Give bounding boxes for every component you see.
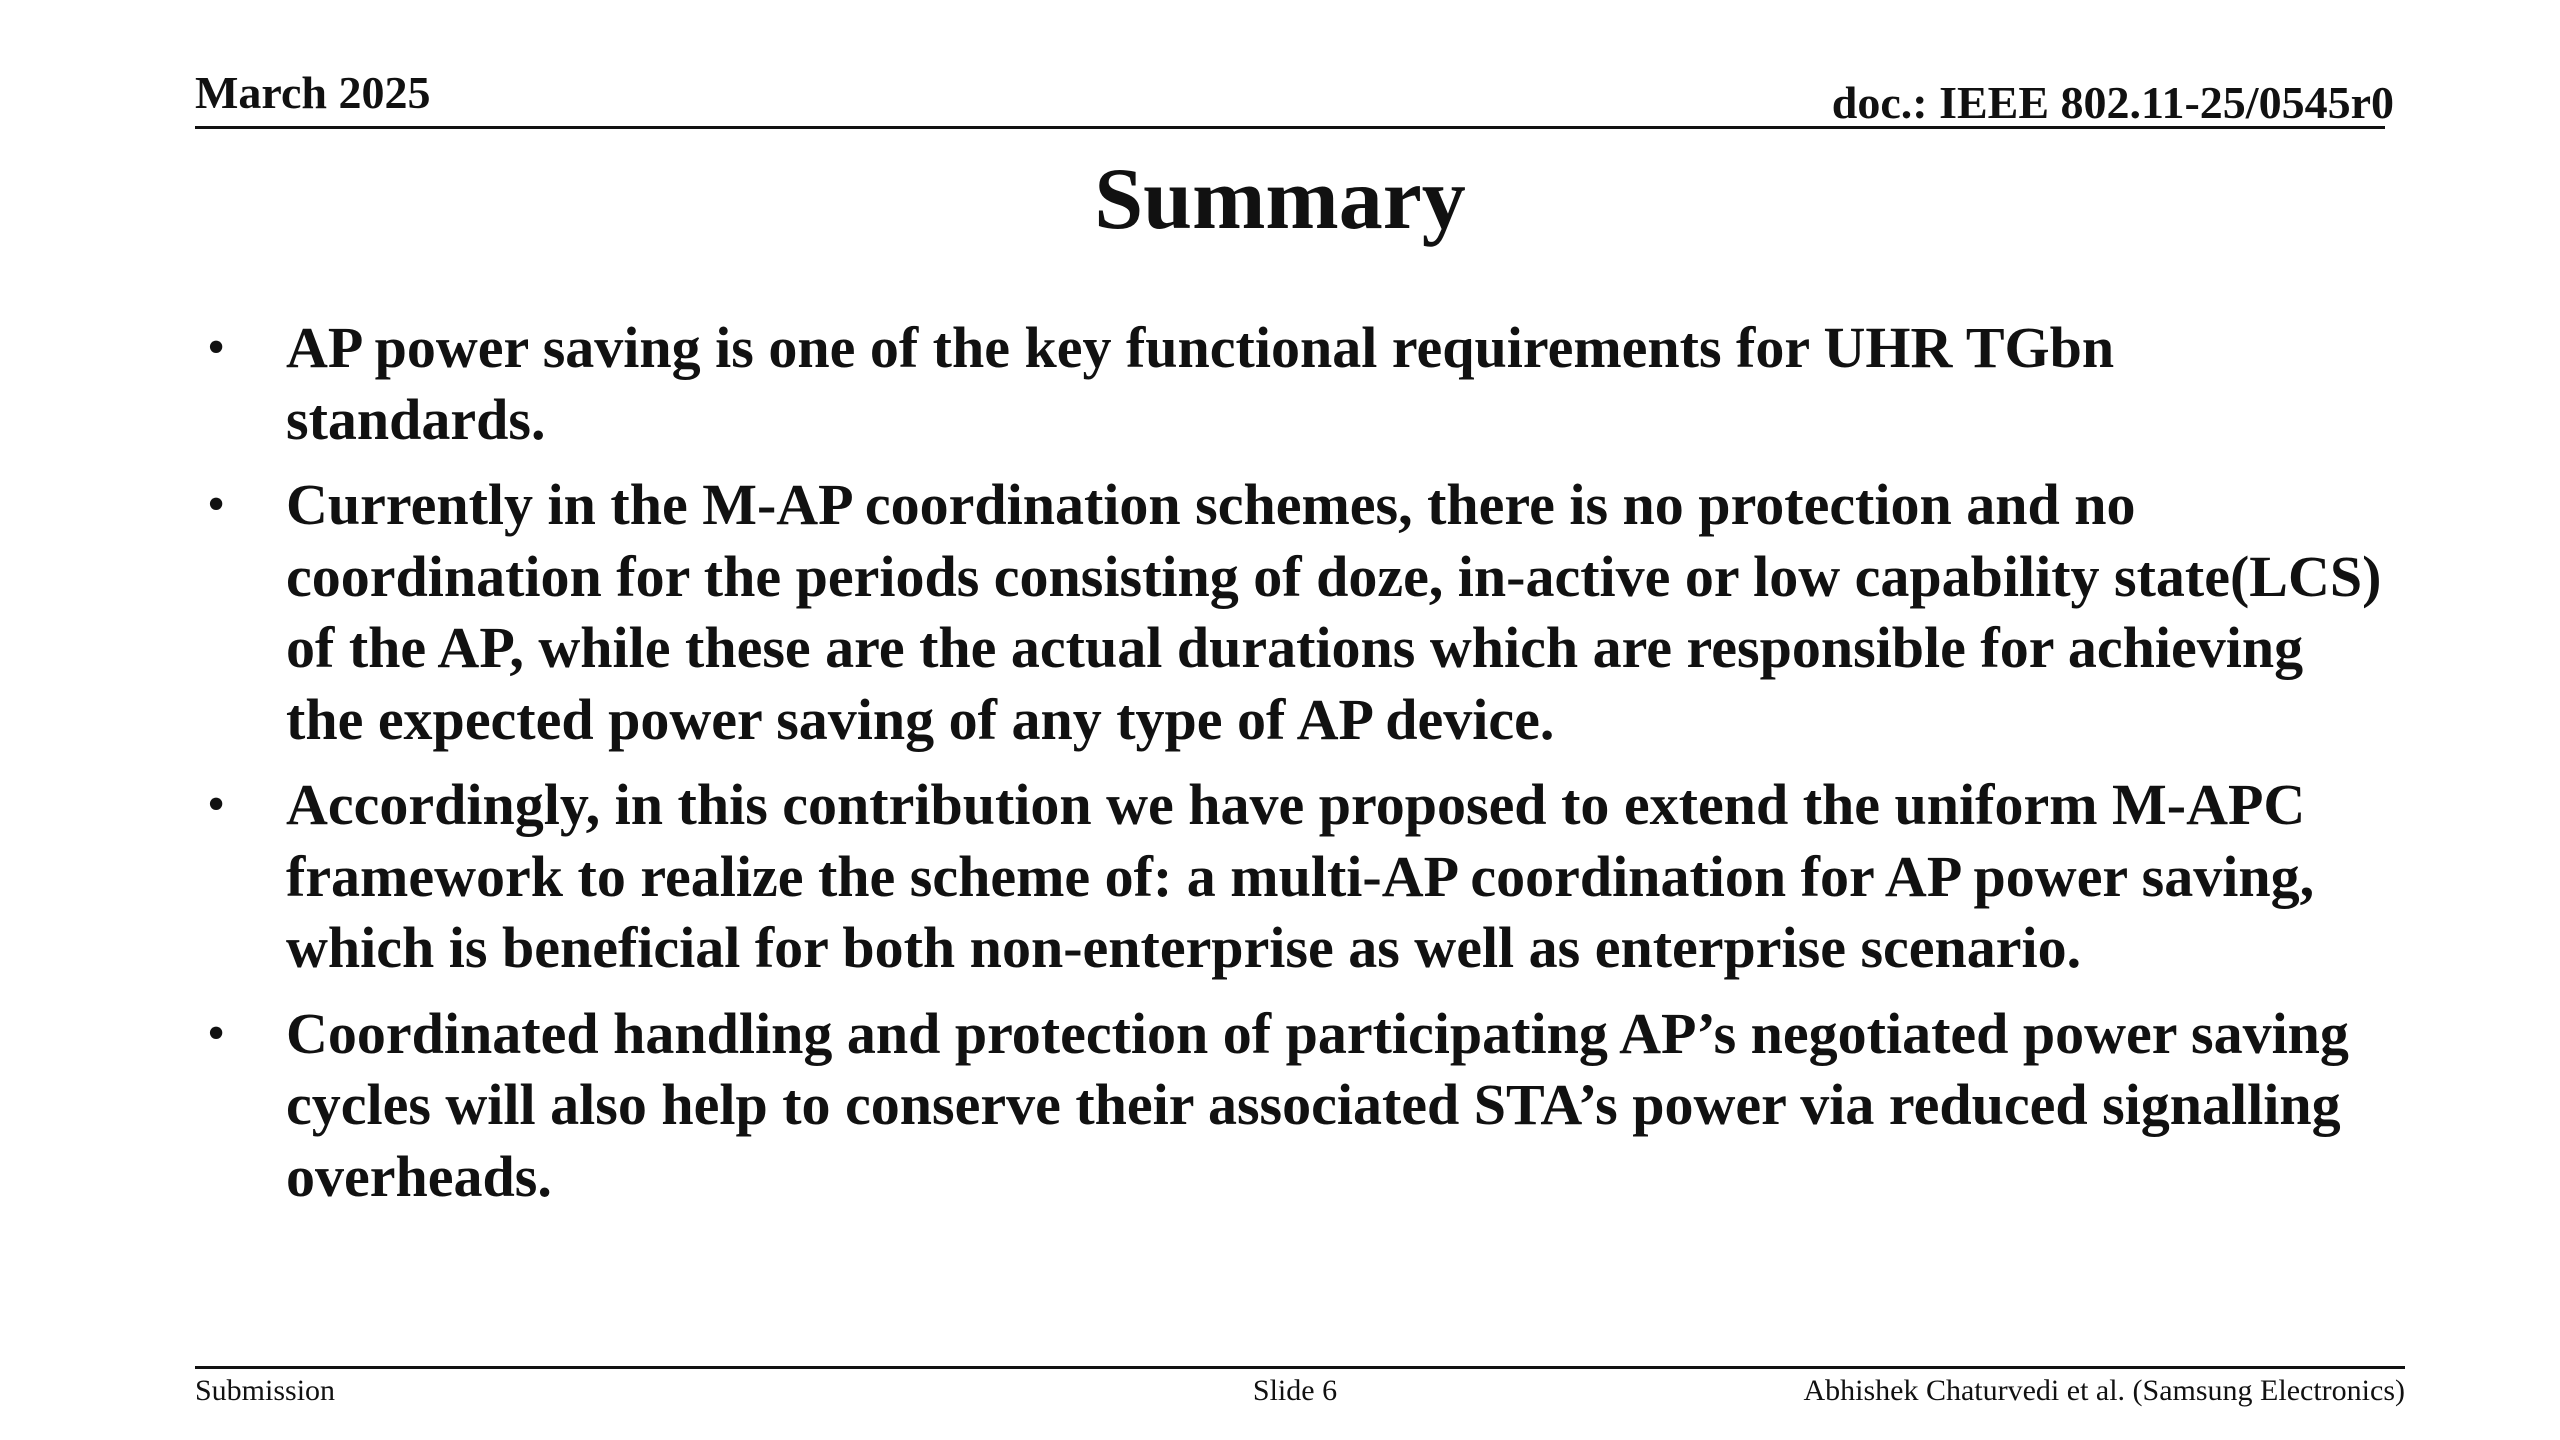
bullet-dot-icon: • — [207, 776, 226, 833]
header-date: March 2025 — [195, 67, 431, 118]
slide-number: Slide 6 — [1252, 1374, 1338, 1407]
bullet-text: AP power saving is one of the key functional requirements for UHR TGbn standards. — [286, 315, 2115, 452]
bullet-list — [207, 312, 2387, 1226]
bullet-text: Accordingly, in this contribution we have proposed to extend the uniform M-APC framework to realize the scheme of: a multi-AP coordination for AP power saving, which is beneficial for both non-enterprise as well as enterprise scenario. — [286, 772, 2315, 980]
footer-divider — [195, 1366, 2405, 1369]
footer-author: Abhishek Chaturvedi et al. (Samsung Electronics) — [1803, 1374, 2405, 1407]
footer-submission: Submission — [195, 1374, 336, 1407]
bullet-text: Coordinated handling and protection of participating AP’s negotiated power saving cycles will also help to conserve their associated STA’s power via reduced signalling overheads. — [286, 1000, 2349, 1209]
bullet-item-2 — [207, 469, 2387, 755]
bullet-item-3 — [207, 769, 2387, 984]
bullet-dot-icon: • — [207, 1004, 226, 1062]
bullet-dot-icon: • — [207, 319, 226, 376]
bullet-dot-icon: • — [207, 476, 226, 533]
slide-title: Summary — [1094, 151, 1466, 248]
bullet-item-4 — [207, 998, 2387, 1213]
bullet-item-1 — [207, 312, 2387, 455]
document-id: doc.: IEEE 802.11-25/0545r0 — [1831, 77, 2394, 128]
bullet-text: Currently in the M-AP coordination schemes, there is no protection and no coordination for the periods consisting of doze, in-active or low capability state(LCS) of the AP, while these are the actual durations which are responsible for achieving the expected power saving of any type of AP device. — [286, 472, 2382, 752]
header-divider — [195, 126, 2385, 129]
